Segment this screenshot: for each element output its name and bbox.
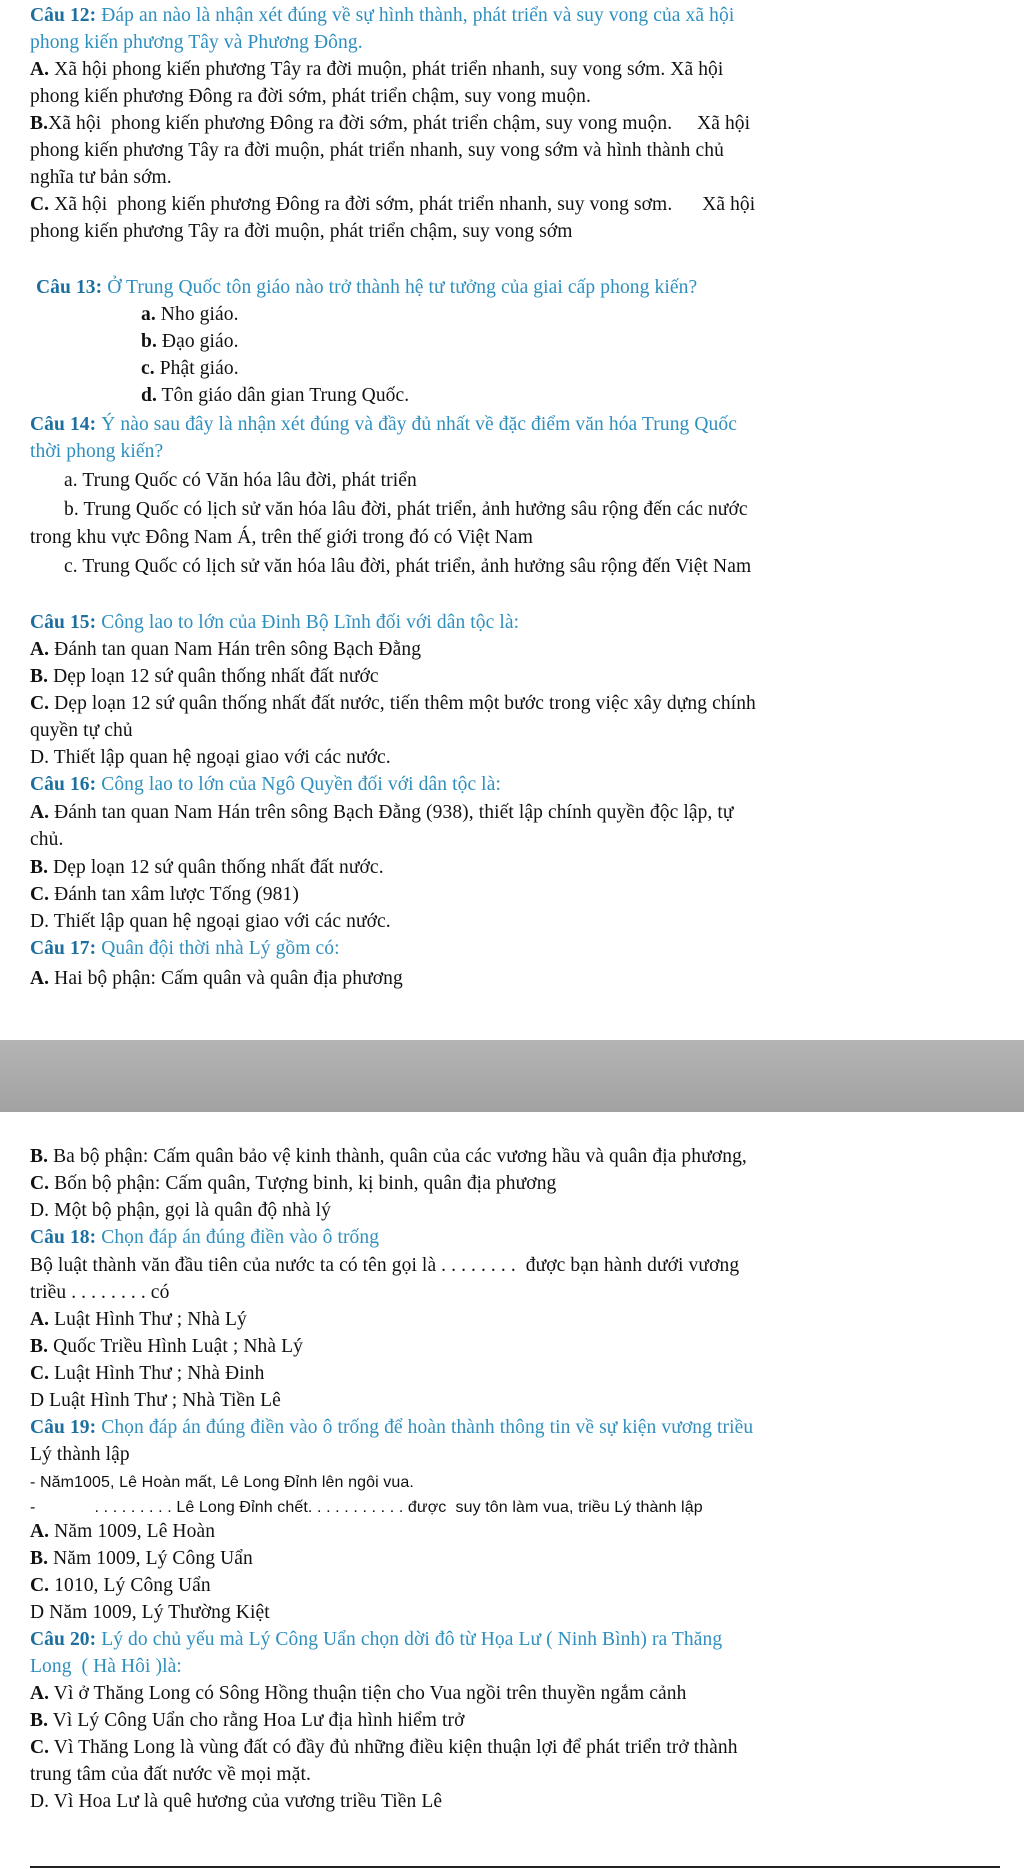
q14-number: Câu 14: (30, 414, 97, 435)
q20-question-cont: Long ( Hà Hôi )là: (30, 1656, 182, 1677)
q15-option-c: C. Dẹp loạn 12 sứ quân thống nhất đất nước, tiến thêm một bước trong việc xây dựng chính (30, 693, 756, 714)
q15-option-d: D. Thiết lập quan hệ ngoại giao với các nước. (30, 747, 391, 768)
q18-option-a: A. Luật Hình Thư ; Nhà Lý (30, 1309, 247, 1330)
q20-option-b: B. Vì Lý Công Uẩn cho rằng Hoa Lư địa hình hiểm trở (30, 1710, 465, 1731)
q19-option-a: A. Năm 1009, Lê Hoàn (30, 1521, 216, 1542)
q13-question: Câu 13: Ở Trung Quốc tôn giáo nào trở thành hệ tư tưởng của giai cấp phong kiến? (36, 277, 698, 298)
q12-question-cont: phong kiến phương Tây và Phương Đông. (30, 32, 363, 53)
q12-option-a-cont: phong kiến phương Đông ra đời sớm, phát triển chậm, suy vong muộn. (30, 86, 591, 107)
q15-question: Câu 15: Công lao to lớn của Đinh Bộ Lĩnh đối với dân tộc là: (30, 612, 520, 633)
q12-option-b: B.Xã hội phong kiến phương Đông ra đời sớm, phát triển chậm, suy vong muộn. Xã hội (30, 113, 751, 134)
q18-option-d: D Luật Hình Thư ; Nhà Tiền Lê (30, 1390, 281, 1411)
q18-stem: Bộ luật thành văn đầu tiên của nước ta có tên gọi là . . . . . . . . được bạn hành dưới vương (30, 1255, 740, 1276)
bottom-rule (30, 1866, 1000, 1868)
q14-question-cont: thời phong kiến? (30, 441, 164, 462)
q13-option-a: a. Nho giáo. (141, 304, 239, 325)
q18-option-c: C. Luật Hình Thư ; Nhà Đinh (30, 1363, 265, 1384)
q15-number: Câu 15: (30, 612, 97, 633)
q12-text: Đáp an nào là nhận xét đúng về sự hình thành, phát triển và suy vong của xã hội (96, 5, 735, 26)
q19-option-c: C. 1010, Lý Công Uẩn (30, 1575, 211, 1596)
q17-option-c: C. Bốn bộ phận: Cấm quân, Tượng binh, kị binh, quân địa phương (30, 1173, 557, 1194)
q14-question: Câu 14: Ý nào sau đây là nhận xét đúng và đầy đủ nhất về đặc điểm văn hóa Trung Quốc (30, 414, 738, 435)
q19-info-line-2: - . . . . . . . . . Lê Long Đỉnh chết. . . . . . . . . . . được suy tôn làm vua, triều Lý thành lập (30, 1499, 703, 1516)
q16-option-a-cont: chủ. (30, 829, 64, 850)
q18-option-b: B. Quốc Triều Hình Luật ; Nhà Lý (30, 1336, 303, 1357)
q17-option-a: A. Hai bộ phận: Cấm quân và quân địa phương (30, 968, 403, 989)
q20-option-d: D. Vì Hoa Lư là quê hương của vương triều Tiền Lê (30, 1791, 443, 1812)
q18-stem-cont: triều . . . . . . . . có (30, 1282, 170, 1303)
q14-option-c: c. Trung Quốc có lịch sử văn hóa lâu đời, phát triển, ảnh hưởng sâu rộng đến Việt Nam (64, 556, 752, 577)
q20-option-a: A. Vì ở Thăng Long có Sông Hồng thuận tiện cho Vua ngồi trên thuyền ngắm cảnh (30, 1683, 687, 1704)
q19-option-d: D Năm 1009, Lý Thường Kiệt (30, 1602, 270, 1623)
q19-info-line-1: - Năm1005, Lê Hoàn mất, Lê Long Đỉnh lên ngôi vua. (30, 1474, 414, 1491)
q12-option-c-cont: phong kiến phương Tây ra đời muộn, phát triển chậm, suy vong sớm (30, 221, 573, 242)
q15-option-a: A. Đánh tan quan Nam Hán trên sông Bạch Đằng (30, 639, 422, 660)
q14-option-b: b. Trung Quốc có lịch sử văn hóa lâu đời, phát triển, ảnh hưởng sâu rộng đến các nước (64, 499, 748, 520)
q17-question: Câu 17: Quân đội thời nhà Lý gồm có: (30, 938, 340, 959)
q12-option-a: A. Xã hội phong kiến phương Tây ra đời muộn, phát triển nhanh, suy vong sớm. Xã hội (30, 59, 724, 80)
q12-option-c: C. Xã hội phong kiến phương Đông ra đời sớm, phát triển nhanh, suy vong sơm. Xã hội (30, 194, 756, 215)
q12-number: Câu 12: (30, 5, 97, 26)
photo-seam-divider (0, 1040, 1024, 1112)
q16-question: Câu 16: Công lao to lớn của Ngô Quyền đối với dân tộc là: (30, 774, 501, 795)
q16-option-a: A. Đánh tan quan Nam Hán trên sông Bạch Đằng (938), thiết lập chính quyền độc lập, tự (30, 802, 734, 823)
q19-option-b: B. Năm 1009, Lý Công Uẩn (30, 1548, 253, 1569)
q20-option-c: C. Vì Thăng Long là vùng đất có đầy đủ những điều kiện thuận lợi để phát triển trở thành (30, 1737, 738, 1758)
q12-option-b-cont2: nghĩa tư bản sớm. (30, 167, 172, 188)
q20-number: Câu 20: (30, 1629, 97, 1650)
q13-number: Câu 13: (36, 277, 103, 298)
q17-option-d: D. Một bộ phận, gọi là quân độ nhà lý (30, 1200, 332, 1221)
q16-option-c: C. Đánh tan xâm lược Tống (981) (30, 884, 299, 905)
q20-question: Câu 20: Lý do chủ yếu mà Lý Công Uẩn chọn dời đô từ Họa Lư ( Ninh Bình) ra Thăng (30, 1629, 723, 1650)
q15-option-b: B. Dẹp loạn 12 sứ quân thống nhất đất nước (30, 666, 379, 687)
q19-question: Câu 19: Chọn đáp án đúng điền vào ô trống để hoàn thành thông tin về sự kiện vương triều (30, 1417, 754, 1438)
q16-number: Câu 16: (30, 774, 97, 795)
q17-option-b: B. Ba bộ phận: Cấm quân bảo vệ kinh thành, quân của các vương hầu và quân địa phương, (30, 1146, 747, 1167)
q19-question-cont: Lý thành lập (30, 1444, 130, 1465)
q13-option-b: b. Đạo giáo. (141, 331, 239, 352)
q16-option-b: B. Dẹp loạn 12 sứ quân thống nhất đất nước. (30, 857, 384, 878)
q13-option-c: c. Phật giáo. (141, 358, 239, 379)
q20-option-c-cont: trung tâm của đất nước về mọi mặt. (30, 1764, 311, 1785)
q14-option-a: a. Trung Quốc có Văn hóa lâu đời, phát triển (64, 470, 417, 491)
q14-option-b-cont: trong khu vực Đông Nam Á, trên thế giới trong đó có Việt Nam (30, 527, 534, 548)
q18-question: Câu 18: Chọn đáp án đúng điền vào ô trống (30, 1227, 380, 1248)
q19-number: Câu 19: (30, 1417, 97, 1438)
q17-number: Câu 17: (30, 938, 97, 959)
q16-option-d: D. Thiết lập quan hệ ngoại giao với các nước. (30, 911, 391, 932)
q12-question (30, 3, 1000, 29)
q12-option-b-cont: phong kiến phương Tây ra đời muộn, phát triển nhanh, suy vong sớm và hình thành chủ (30, 140, 724, 161)
q13-option-d: d. Tôn giáo dân gian Trung Quốc. (141, 385, 410, 406)
q15-option-c-cont: quyền tự chủ (30, 720, 133, 741)
q18-number: Câu 18: (30, 1227, 97, 1248)
